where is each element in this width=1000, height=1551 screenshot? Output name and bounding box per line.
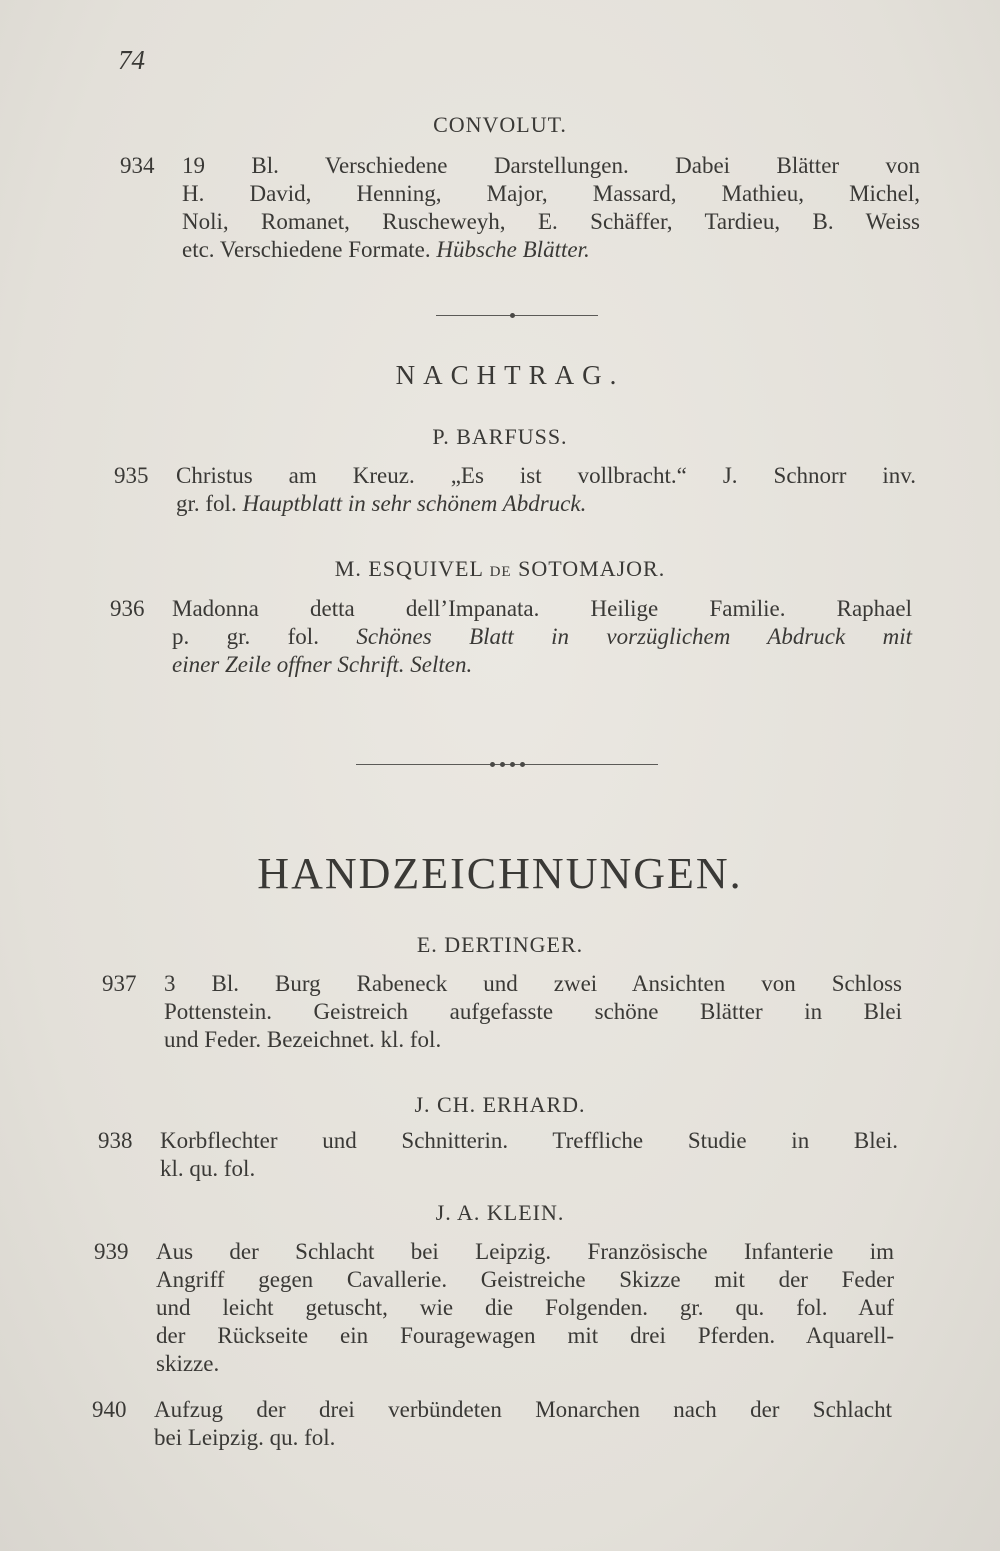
divider-ornament — [520, 762, 525, 767]
entry-line — [182, 236, 920, 264]
entry-line — [176, 490, 916, 518]
entry-line: H. David, Henning, Major, Massard, Mathieu, Michel, — [182, 181, 920, 206]
section-heading-handzeichnungen: HANDZEICHNUNGEN. — [257, 849, 743, 898]
entry-number: 939 — [94, 1239, 129, 1264]
entry-line: 19 Bl. Verschiedene Darstellungen. Dabei Blätter von — [182, 153, 920, 178]
entry-line: Aus der Schlacht bei Leipzig. Französische Infanterie im — [156, 1239, 894, 1264]
catalog-entry-940 — [92, 1396, 892, 1452]
section-heading-nachtrag: NACHTRAG. — [395, 360, 625, 390]
entry-line: Noli, Romanet, Ruscheweyh, E. Schäffer, Tardieu, B. Weiss — [182, 209, 920, 234]
entry-line: bei Leipzig. qu. fol. — [154, 1425, 336, 1450]
entry-line: kl. qu. fol. — [160, 1156, 256, 1181]
entry-number: 938 — [98, 1128, 133, 1153]
catalog-entry-935 — [114, 462, 916, 518]
entry-line: und leicht getuscht, wie die Folgenden. gr. qu. fol. Auf — [156, 1295, 894, 1320]
entry-number: 934 — [120, 153, 155, 178]
entry-remark: Hübsche Blätter. — [436, 237, 590, 262]
entry-line: und Feder. Bezeichnet. kl. fol. — [164, 1027, 442, 1052]
divider-ornament — [490, 762, 495, 767]
entry-line — [172, 623, 912, 651]
entry-text: p. gr. fol. — [172, 624, 357, 649]
entry-line: der Rückseite ein Fouragewagen mit drei Pferden. Aquarell- — [156, 1323, 894, 1348]
entry-text: gr. fol. — [176, 491, 243, 516]
entry-line: Madonna detta dell’Impanata. Heilige Familie. Raphael — [172, 596, 912, 621]
entry-text: etc. Verschiedene Formate. — [182, 237, 437, 262]
entry-number: 940 — [92, 1397, 127, 1422]
entry-line: Angriff gegen Cavallerie. Geistreiche Skizze mit der Feder — [156, 1267, 894, 1292]
entry-line: Pottenstein. Geistreich aufgefasste schöne Blätter in Blei — [164, 999, 902, 1024]
entry-line: Korbflechter und Schnitterin. Treffliche Studie in Blei. — [160, 1128, 898, 1153]
divider-long — [356, 764, 658, 765]
divider-ornament — [510, 762, 515, 767]
entry-line: skizze. — [156, 1351, 220, 1376]
divider-ornament — [510, 313, 515, 318]
artist-name-part: M. ESQUIVEL — [334, 556, 490, 581]
page-number: 74 — [118, 45, 145, 75]
catalog-entry-939 — [94, 1238, 894, 1378]
artist-heading-erhard: J. CH. ERHARD. — [414, 1092, 586, 1117]
entry-line: Aufzug der drei verbündeten Monarchen nach der Schlacht — [154, 1397, 892, 1422]
catalog-entry-936 — [110, 595, 912, 679]
artist-name-particle: DE — [489, 564, 512, 580]
entry-number: 936 — [110, 596, 145, 621]
section-heading-convolut: CONVOLUT. — [433, 112, 567, 137]
artist-heading-esquivel — [0, 556, 1000, 582]
catalog-entry-937 — [102, 970, 902, 1054]
divider-ornament — [500, 762, 505, 767]
entry-line: 3 Bl. Burg Rabeneck und zwei Ansichten von Schloss — [164, 971, 902, 996]
divider-small — [436, 315, 598, 316]
artist-heading-klein: J. A. KLEIN. — [435, 1200, 565, 1225]
artist-heading-dertinger: E. DERTINGER. — [416, 932, 584, 957]
catalog-entry-938 — [98, 1127, 898, 1183]
entry-line: Christus am Kreuz. „Es ist vollbracht.“ J. Schnorr inv. — [176, 463, 916, 488]
catalog-entry-934 — [120, 152, 920, 264]
entry-remark: Schönes Blatt in vorzüglichem Abdruck mit — [356, 624, 912, 649]
entry-number: 937 — [102, 971, 137, 996]
entry-number: 935 — [114, 463, 149, 488]
entry-remark-line: einer Zeile offner Schrift. Selten. — [172, 652, 473, 677]
artist-name-part: SOTOMAJOR. — [511, 556, 666, 581]
entry-remark: Hauptblatt in sehr schönem Abdruck. — [242, 491, 587, 516]
artist-heading-barfuss: P. BARFUSS. — [432, 424, 568, 449]
